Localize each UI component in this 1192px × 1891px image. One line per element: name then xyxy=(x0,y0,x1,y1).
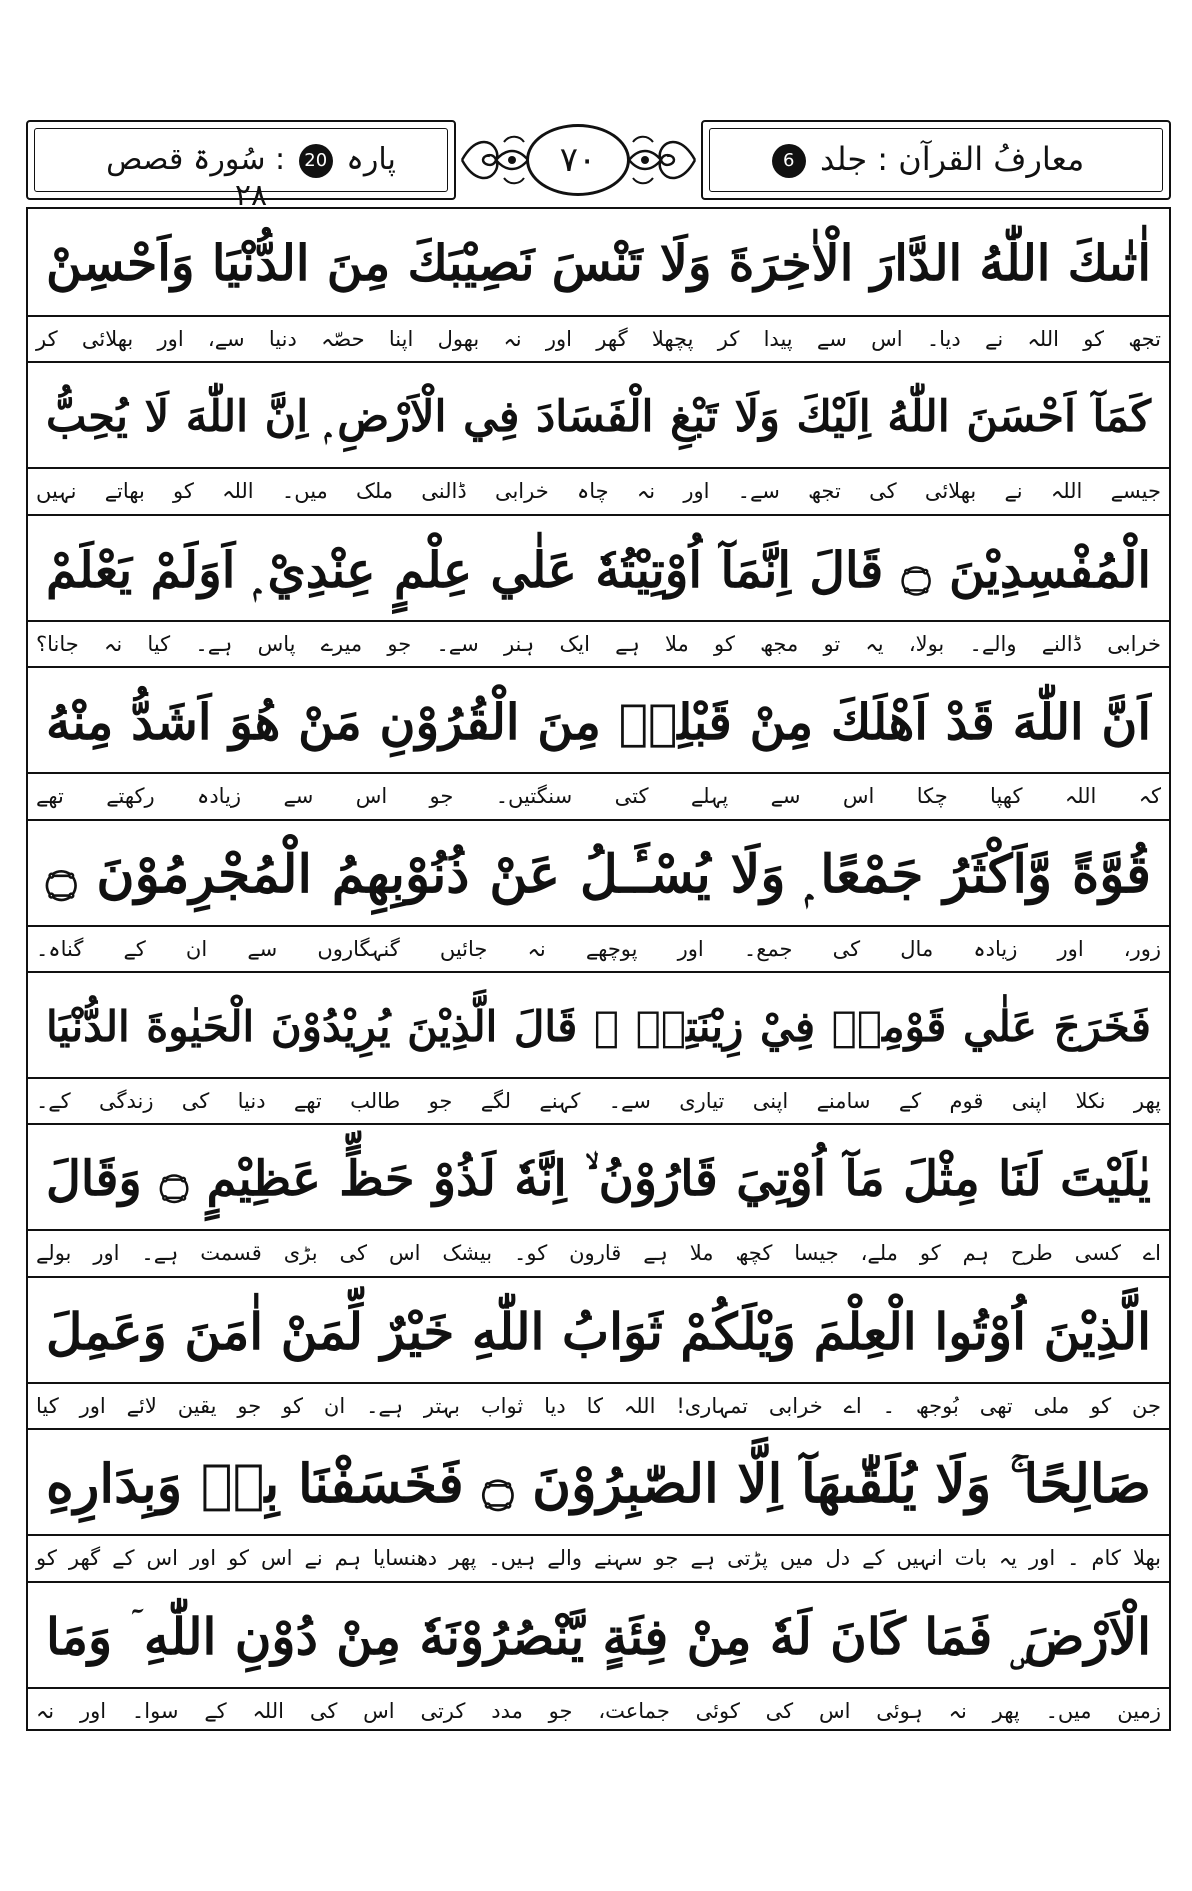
arabic-verse-line: الَّذِيْنَ اُوْتُوا الْعِلْمَ وَيْلَكُمْ ثَوَابُ اللّٰهِ خَيْرٌ لِّمَنْ اٰمَنَ وَعَمِلَ xyxy=(28,1276,1169,1384)
book-title: معارفُ القرآن : جلد xyxy=(819,140,1085,178)
urdu-translation-line: زمین میں۔ پھر نہ ہوئی اس کی کوئی جماعت، جو مدد کرتی اس کی اللہ کے سوا۔ اور نہ xyxy=(36,1698,1161,1723)
volume-number-badge: 6 xyxy=(772,144,806,178)
urdu-translation-line: جن کو ملی تھی بُوجھ ۔ اے خرابی تمہاری! اللہ کا دیا ثواب بہتر ہے۔ ان کو جو یقین لائے اور کیا xyxy=(36,1393,1161,1418)
floral-ornament-icon xyxy=(460,128,530,192)
urdu-translation-line: زور، اور زیادہ مال کی جمع۔ اور پوچھے نہ جائیں گنہگاروں سے ان کے گناہ۔ xyxy=(36,936,1161,961)
chapter-info-box xyxy=(26,120,456,213)
arabic-verse-line: الْمُفْسِدِيْنَ ۝ قَالَ اِنَّمَآ اُوْتِيْتُهٗ عَلٰي عِلْمٍ عِنْدِيْ ۭ اَوَلَمْ يَعْلَمْ xyxy=(28,514,1169,622)
arabic-verse-line: اٰتٰىكَ اللّٰهُ الدَّارَ الْاٰخِرَةَ وَلَا تَنْسَ نَصِيْبَكَ مِنَ الدُّنْيَا وَاَحْسِنْ xyxy=(28,209,1169,317)
book-title-box xyxy=(701,120,1171,200)
urdu-translation-line: جیسے اللہ نے بھلائی کی تجھ سے۔ اور نہ چاہ خرابی ڈالنی ملک میں۔ اللہ کو بھاتے نہیں xyxy=(36,479,1161,504)
arabic-verse-line: اَنَّ اللّٰهَ قَدْ اَهْلَكَ مِنْ قَبْلِهٖ مِنَ الْقُرُوْنِ مَنْ هُوَ اَشَدُّ مِنْهُ xyxy=(28,666,1169,774)
urdu-translation-line: اے کسی طرح ہم کو ملے، جیسا کچھ ملا ہے قارون کو۔ بیشک اس کی بڑی قسمت ہے۔ اور بولے xyxy=(36,1241,1161,1266)
arabic-verse-line: يٰلَيْتَ لَنَا مِثْلَ مَآ اُوْتِيَ قَارُوْنُ ۙ اِنَّهٗ لَذُوْ حَظٍّ عَظِيْمٍ ۝ وَقَالَ xyxy=(28,1123,1169,1231)
arabic-verse-line: صَالِحًا ۚ وَلَا يُلَقّٰىهَآ اِلَّا الصّٰبِرُوْنَ ۝ فَخَسَفْنَا بِهٖ وَبِدَارِهِ xyxy=(28,1428,1169,1536)
urdu-translation-line: پھر نکلا اپنی قوم کے سامنے اپنی تیاری سے۔ کہنے لگے جو طالب تھے دنیا کی زندگی کے۔ xyxy=(36,1089,1161,1113)
arabic-verse-line: الْاَرْضَ ۣ فَمَا كَانَ لَهٗ مِنْ فِئَةٍ يَّنْصُرُوْنَهٗ مِنْ دُوْنِ اللّٰهِ ۤ وَمَا xyxy=(28,1581,1169,1689)
page-header xyxy=(26,120,1171,213)
urdu-translation-line: تجھ کو اللہ نے دیا۔ اس سے پیدا کر پچھلا گھر اور نہ بھول اپنا حصّہ دنیا سے، اور بھلائی کر xyxy=(36,327,1161,351)
arabic-verse-line: قُوَّةً وَّاَكْثَرُ جَمْعًا ۭ وَلَا يُسْـَٔـلُ عَنْ ذُنُوْبِهِمُ الْمُجْرِمُوْنَ ۝ xyxy=(28,819,1169,927)
header-center-ornament xyxy=(456,120,701,200)
urdu-translation-line: خرابی ڈالنے والے۔ بولا، یہ تو مجھ کو ملا ہے ایک ہنر سے۔ جو میرے پاس ہے۔ کیا نہ جانا؟ xyxy=(36,631,1161,656)
arabic-verse-line: كَمَآ اَحْسَنَ اللّٰهُ اِلَيْكَ وَلَا تَبْغِ الْفَسَادَ فِي الْاَرْضِ ۭ اِنَّ اللّٰهَ لَا يُحِبُّ xyxy=(28,361,1169,469)
urdu-translation-line: کہ اللہ کھپا چکا اس سے پہلے کتی سنگتیں۔ جو اس سے زیادہ رکھتے تھے xyxy=(36,784,1161,809)
floral-ornament-icon xyxy=(627,128,697,192)
arabic-verse-line: فَخَرَجَ عَلٰي قَوْمِهٖ فِيْ زِيْنَتِهٖ ۭ قَالَ الَّذِيْنَ يُرِيْدُوْنَ الْحَيٰوةَ الدُّنْيَا xyxy=(28,971,1169,1079)
surah-label: : سُورۃ قصص ۲۸ xyxy=(106,142,286,213)
para-number-badge: 20 xyxy=(299,144,333,178)
page-number: ۷۰ xyxy=(526,124,630,196)
para-label: پارہ xyxy=(346,142,396,177)
urdu-translation-line: بھلا کام ۔ اور یہ بات انہیں کے دل میں پڑتی ہے جو سہنے والے ہیں۔ پھر دھنسایا ہم نے اس کو اور اس کے گھر کو xyxy=(36,1546,1161,1571)
text-frame xyxy=(26,207,1171,1731)
